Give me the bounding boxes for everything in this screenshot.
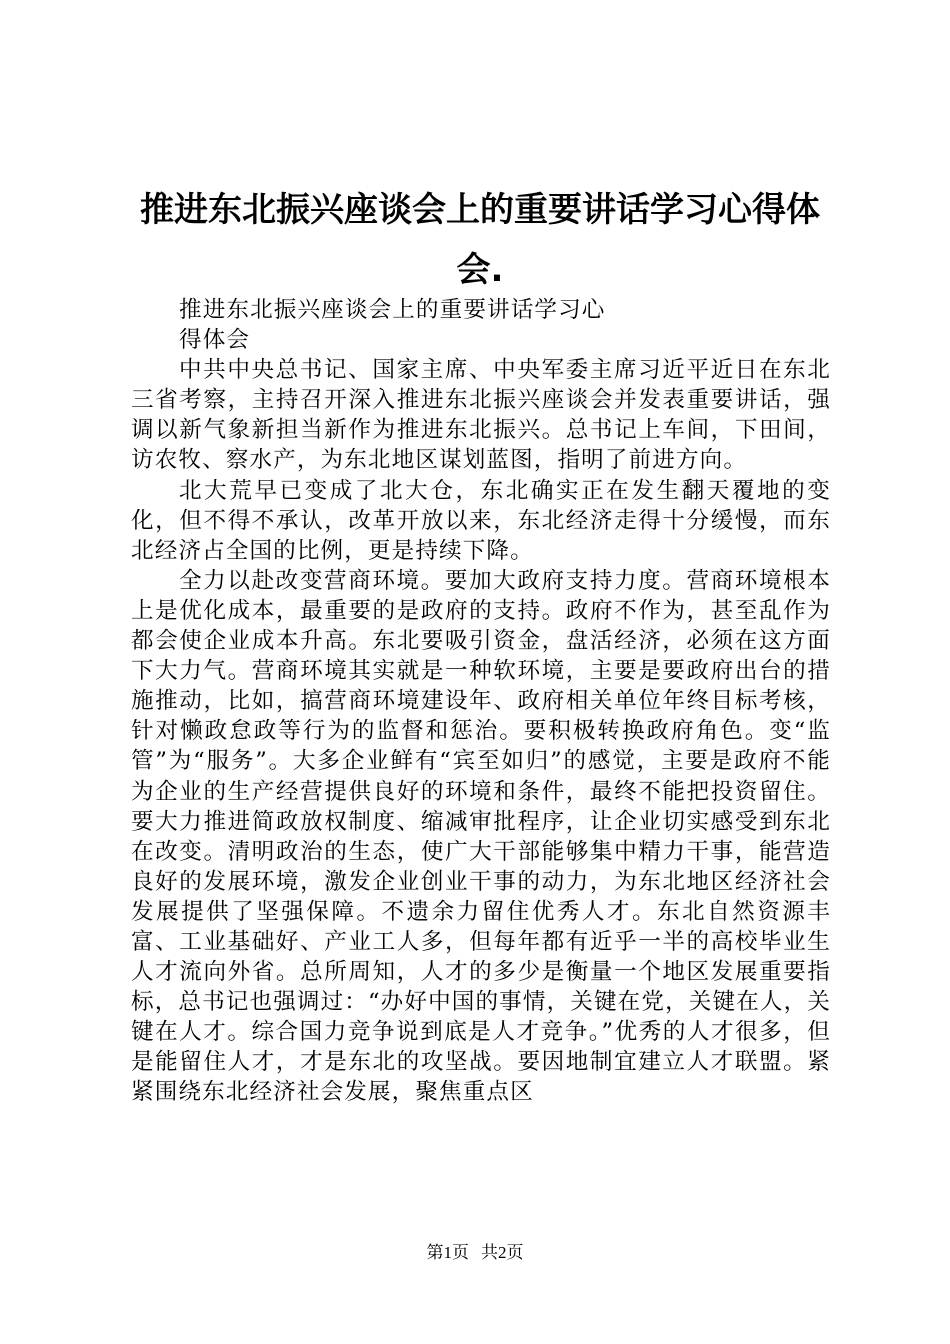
paragraph-3: 全力以赴改变营商环境。要加大政府支持力度。营商环境根本上是优化成本，最重要的是政府的支持。政府不作为，甚至乱作为都会使企业成本升高。东北要吸引资金，盘活经济，必须在这方面下大力气。营商环境其实就是一种软环境，主要是要政府出台的措施推动，比如，搞营商环境建设年、政府相关单位年终目标考核，针对懒政怠政等行为的监督和惩治。要积极转换政府角色。变“监管”为“服务”。大多企业鲜有“宾至如归”的感觉，主要是政府不能为企业的生产经营提供良好的环境和条件，最终不能把投资留住。要大力推进简政放权制度、缩减审批程序，让企业切实感受到东北在改变。清明政治的生态，使广大干部能够集中精力干事，能营造良好的发展环境，激发企业创业干事的动力，为东北地区经济社会发展提供了坚强保障。不遗余力留住优秀人才。东北自然资源丰富、工业基础好、产业工人多，但每年都有近乎一半的高校毕业生人才流向外省。总所周知，人才的多少是衡量一个地区发展重要指标，总书记也强调过：“办好中国的事情，关键在党，关键在人，关键在人才。综合国力竞争说到底是人才竞争。”优秀的人才很多，但是能留住人才，才是东北的攻坚战。要因地制宜建立人才联盟。紧紧围绕东北经济社会发展，聚焦重点区 [131, 567, 831, 1106]
paragraph-2: 北大荒早已变成了北大仓，东北确实正在发生翻天覆地的变化，但不得不承认，改革开放以来，东北经济走得十分缓慢，而东北经济占全国的比例，更是持续下降。 [131, 477, 831, 564]
page-number: 第1页 [426, 1243, 469, 1262]
title-line-1: 推进东北振兴座谈会上的重要讲话学习心得体 [140, 190, 820, 230]
page-total: 共2页 [481, 1243, 524, 1262]
paragraph-1: 中共中央总书记、国家主席、中央军委主席习近平近日在东北三省考察，主持召开深入推进东北振兴座谈会并发表重要讲话，强调以新气象新担当新作为推进东北振兴。总书记上车间，下田间，访农牧、察水产，为东北地区谋划蓝图，指明了前进方向。 [131, 357, 831, 474]
subtitle-line-1: 推进东北振兴座谈会上的重要讲话学习心 [179, 297, 606, 323]
document-title [120, 186, 840, 294]
page-footer [0, 1243, 950, 1263]
document-body [131, 295, 831, 1108]
title-line-2: 会. [456, 250, 504, 290]
subtitle-line-2: 得体会 [179, 327, 251, 354]
